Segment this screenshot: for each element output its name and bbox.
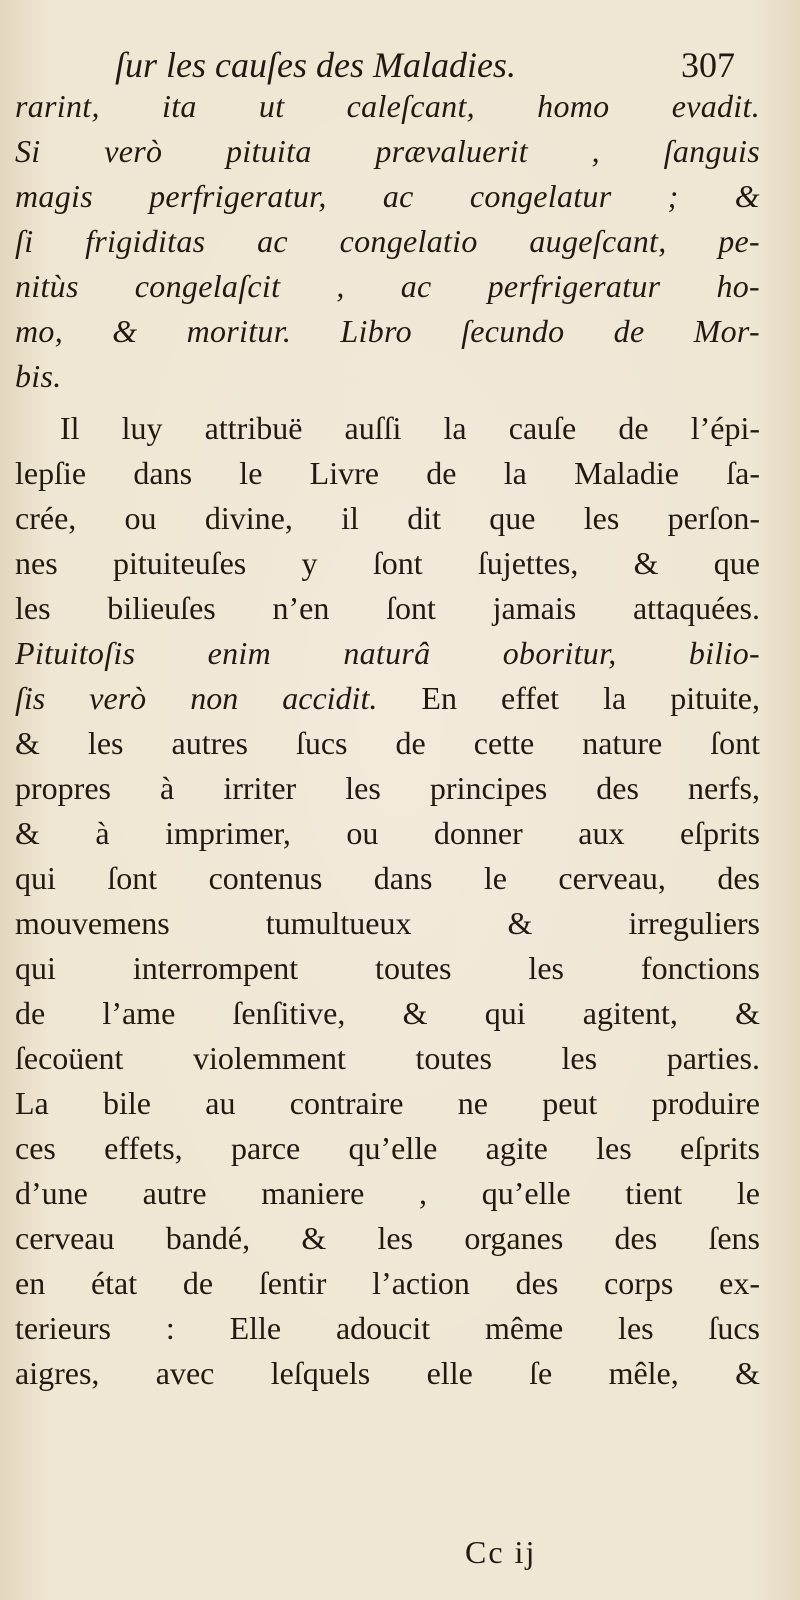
text-line: lepſie dans le Livre de la Maladie ſa-	[15, 455, 760, 491]
text-line: les bilieuſes n’en ſont jamais attaquées.	[15, 590, 760, 626]
text-line: qui interrompent toutes les fonctions	[15, 950, 760, 986]
page-number: 307	[681, 45, 735, 85]
body-text	[15, 84, 760, 1396]
text-line: d’une autre maniere , qu’elle tient le	[15, 1175, 760, 1211]
text-line: aigres, avec leſquels elle ſe mêle, &	[15, 1355, 760, 1391]
text-line: ſi frigiditas ac congelatio augeſcant, pe-	[15, 223, 760, 259]
text-line: La bile au contraire ne peut produire	[15, 1085, 760, 1121]
text-line: ſecoüent violemment toutes les parties.	[15, 1040, 760, 1076]
text-line: en état de ſentir l’action des corps ex-	[15, 1265, 760, 1301]
text-line: mouvemens tumultueux & irreguliers	[15, 905, 760, 941]
text-line: propres à irriter les principes des nerfs,	[15, 770, 760, 806]
text-line: & les autres ſucs de cette nature ſont	[15, 725, 760, 761]
signature-mark: Cc ij	[465, 1534, 537, 1570]
text-line: nes pituiteuſes y ſont ſujettes, & que	[15, 545, 760, 581]
text-line: qui ſont contenus dans le cerveau, des	[15, 860, 760, 896]
text-line: terieurs : Elle adoucit même les ſucs	[15, 1310, 760, 1346]
text-line: ſis verò non accidit. En effet la pituite,	[15, 680, 760, 716]
text-line: mo, & moritur. Libro ſecundo de Mor-	[15, 313, 760, 349]
text-line: de l’ame ſenſitive, & qui agitent, &	[15, 995, 760, 1031]
text-line: cerveau bandé, & les organes des ſens	[15, 1220, 760, 1256]
text-line: nitùs congelaſcit , ac perfrigeratur ho-	[15, 268, 760, 304]
text-line: ces effets, parce qu’elle agite les eſprits	[15, 1130, 760, 1166]
text-line: bis.	[15, 358, 62, 394]
page-header	[115, 40, 735, 90]
text-line: & à imprimer, ou donner aux eſprits	[15, 815, 760, 851]
paragraph-gap	[15, 399, 760, 406]
text-line: Si verò pituita prævaluerit , ſanguis	[15, 133, 760, 169]
text-line: magis perfrigeratur, ac congelatur ; &	[15, 178, 760, 214]
text-line: crée, ou divine, il dit que les perſon-	[15, 500, 760, 536]
text-line: Il luy attribuë auſſi la cauſe de l’épi-	[60, 410, 760, 446]
text-line: rarint, ita ut caleſcant, homo evadit.	[15, 88, 760, 124]
text-line: Pituitoſis enim naturâ oboritur, bilio-	[15, 635, 760, 671]
running-title: ſur les cauſes des Maladies.	[115, 45, 516, 85]
